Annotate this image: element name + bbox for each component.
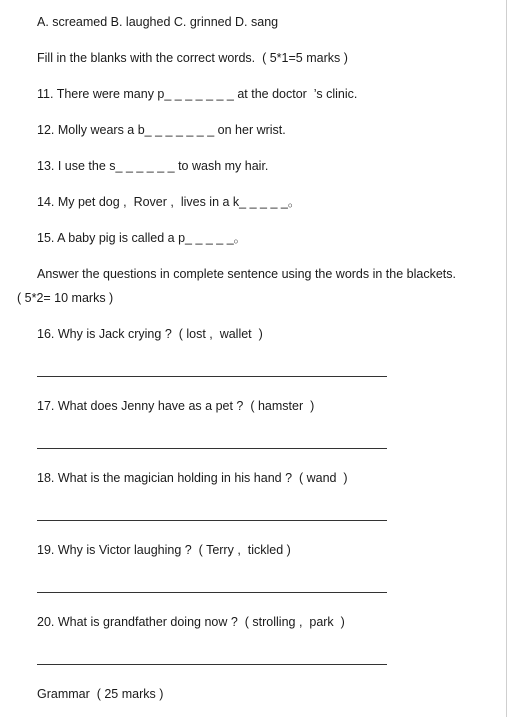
- fill-item-13: 13. I use the s_ _ _ _ _ _ to wash my hair.: [37, 159, 269, 173]
- question-18: 18. What is the magician holding in his hand ? ( wand ): [37, 471, 348, 485]
- question-17: 17. What does Jenny have as a pet ? ( hamster ): [37, 399, 315, 413]
- fill-item-11: 11. There were many p_ _ _ _ _ _ _ at the doctor ’s clinic.: [37, 87, 358, 101]
- answer-line-18[interactable]: [37, 520, 387, 521]
- options-line: A. screamed B. laughed C. grinned D. sang: [37, 15, 279, 29]
- question-19: 19. Why is Victor laughing ? ( Terry , tickled ): [37, 543, 291, 557]
- fill-item-14: 14. My pet dog , Rover , lives in a k_ _ _ _ _。: [37, 195, 301, 209]
- answer-line-20[interactable]: [37, 664, 387, 665]
- question-20: 20. What is grandfather doing now ? ( strolling , park ): [37, 615, 345, 629]
- page-edge-divider: [506, 0, 507, 717]
- grammar-heading: Grammar ( 25 marks ): [37, 687, 164, 701]
- answer-marks: ( 5*2= 10 marks ): [17, 291, 114, 305]
- fill-blanks-instruction: Fill in the blanks with the correct words. ( 5*1=5 marks ): [37, 51, 348, 65]
- fill-item-15: 15. A baby pig is called a p_ _ _ _ _。: [37, 231, 247, 245]
- answer-instruction: Answer the questions in complete sentence using the words in the blackets.: [37, 267, 456, 281]
- answer-line-17[interactable]: [37, 448, 387, 449]
- answer-line-16[interactable]: [37, 376, 387, 377]
- fill-item-12: 12. Molly wears a b_ _ _ _ _ _ _ on her wrist.: [37, 123, 286, 137]
- answer-line-19[interactable]: [37, 592, 387, 593]
- question-16: 16. Why is Jack crying ? ( lost , wallet ): [37, 327, 263, 341]
